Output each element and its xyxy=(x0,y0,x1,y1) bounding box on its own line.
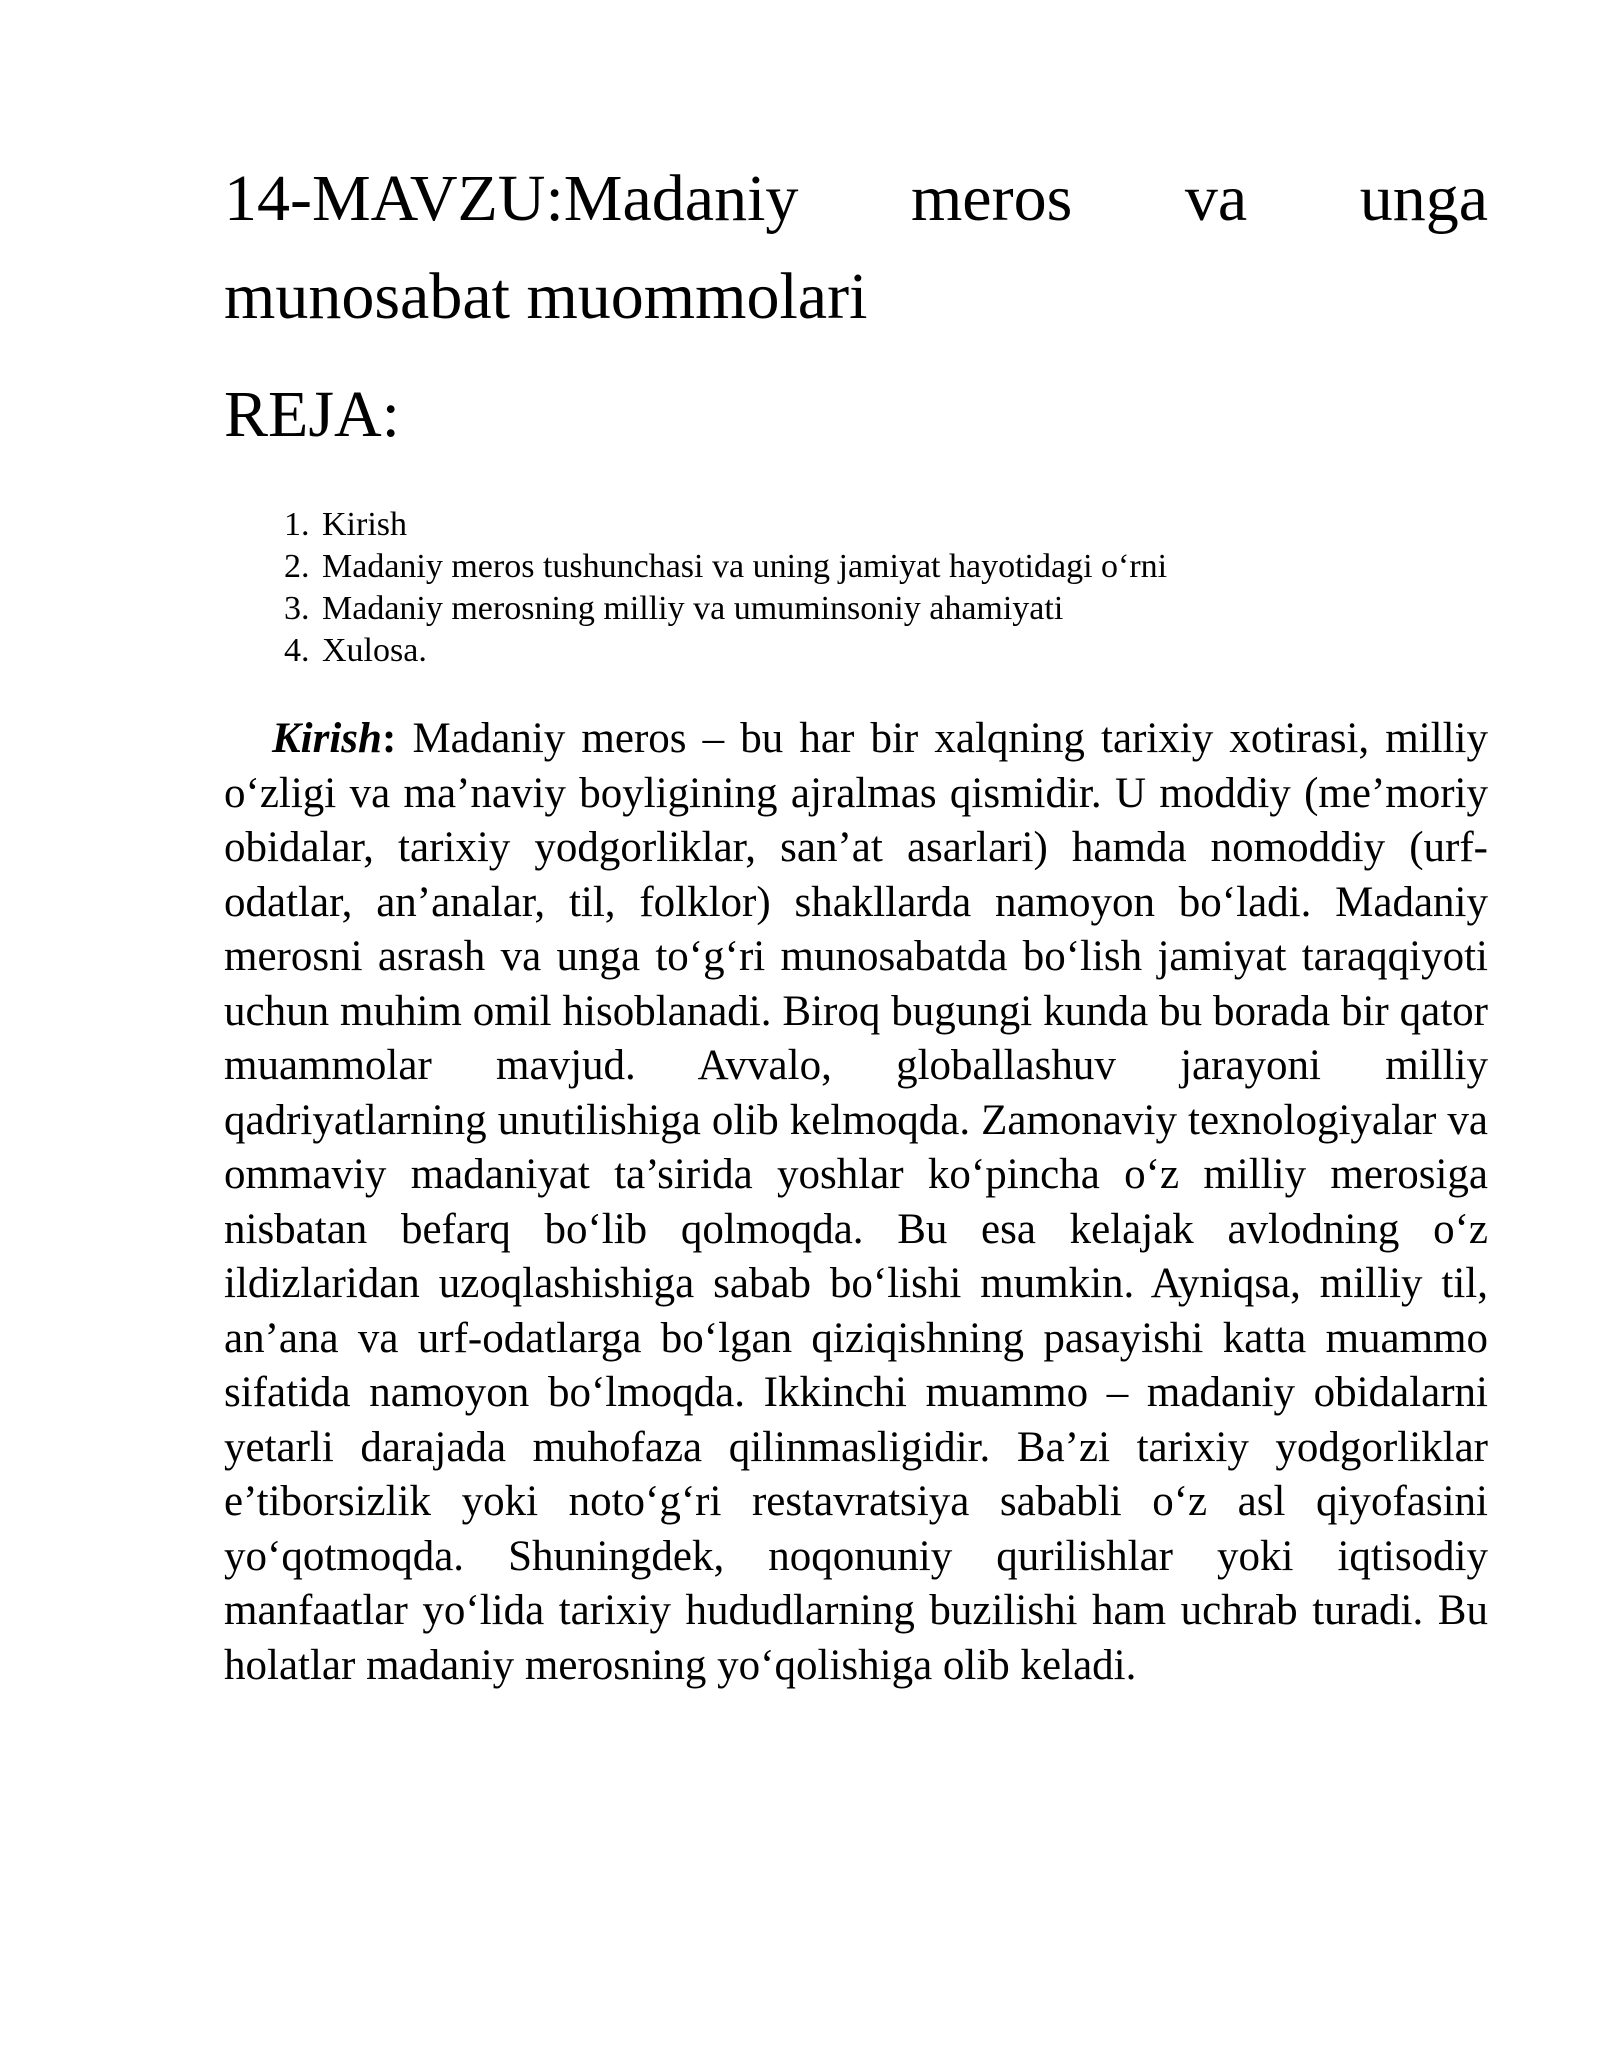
document-page xyxy=(224,150,1488,1693)
intro-text: Madaniy meros – bu har bir xalqning tarixiy xotirasi, milliy o‘zligi va ma’naviy boyligining ajralmas qismidir. U moddiy (me’moriy obidalar, tarixiy yodgorliklar, san’at asarlari) hamda nomoddiy (urf-odatlar, an’analar, til, folklor) shakllarda namoyon bo‘ladi. Madaniy merosni asrash va unga to‘g‘ri munosabatda bo‘lish jamiyat taraqqiyoti uchun muhim omil hisoblanadi. Biroq bugungi kunda bu borada bir qator muammolar mavjud. Avvalo, globallashuv jarayoni milliy qadriyatlarning unutilishiga olib kelmoqda. Zamonaviy texnologiyalar va ommaviy madaniyat ta’sirida yoshlar ko‘pincha o‘z milliy merosiga nisbatan befarq bo‘lib qolmoqda. Bu esa kelajak avlodning o‘z ildizlaridan uzoqlashishiga sabab bo‘lishi mumkin. Ayniqsa, milliy til, an’ana va urf-odatlarga bo‘lgan qiziqishning pasayishi katta muammo sifatida namoyon bo‘lmoqda. Ikkinchi muammo – madaniy obidalarni yetarli darajada muhofaza qilinmasligidir. Ba’zi tarixiy yodgorliklar e’tiborsizlik yoki noto‘g‘ri restavratsiya sababli o‘z asl qiyofasini yo‘qotmoqda. Shuningdek, noqonuniy qurilishlar yoki iqtisodiy manfaatlar yo‘lida tarixiy hududlarning buzilishi ham uchrab turadi. Bu holatlar madaniy merosning yo‘qolishiga olib keladi. xyxy=(224,715,1488,1689)
intro-lead-colon: : xyxy=(381,715,397,762)
document-title: 14-MAVZU:Madaniy meros va unga munosabat muommolari xyxy=(224,162,1488,333)
plan-item: 1. Kirish xyxy=(318,504,1488,546)
plan-item: 4. Xulosa. xyxy=(318,630,1488,672)
plan-heading: REJA: xyxy=(224,378,401,451)
plan-list xyxy=(224,504,1488,672)
intro-lead-word: Kirish xyxy=(272,715,382,762)
intro-paragraph xyxy=(224,712,1488,1693)
plan-item: 2. Madaniy meros tushunchasi va uning jamiyat hayotidagi o‘rni xyxy=(318,546,1488,588)
plan-item: 3. Madaniy merosning milliy va umuminsoniy ahamiyati xyxy=(318,588,1488,630)
